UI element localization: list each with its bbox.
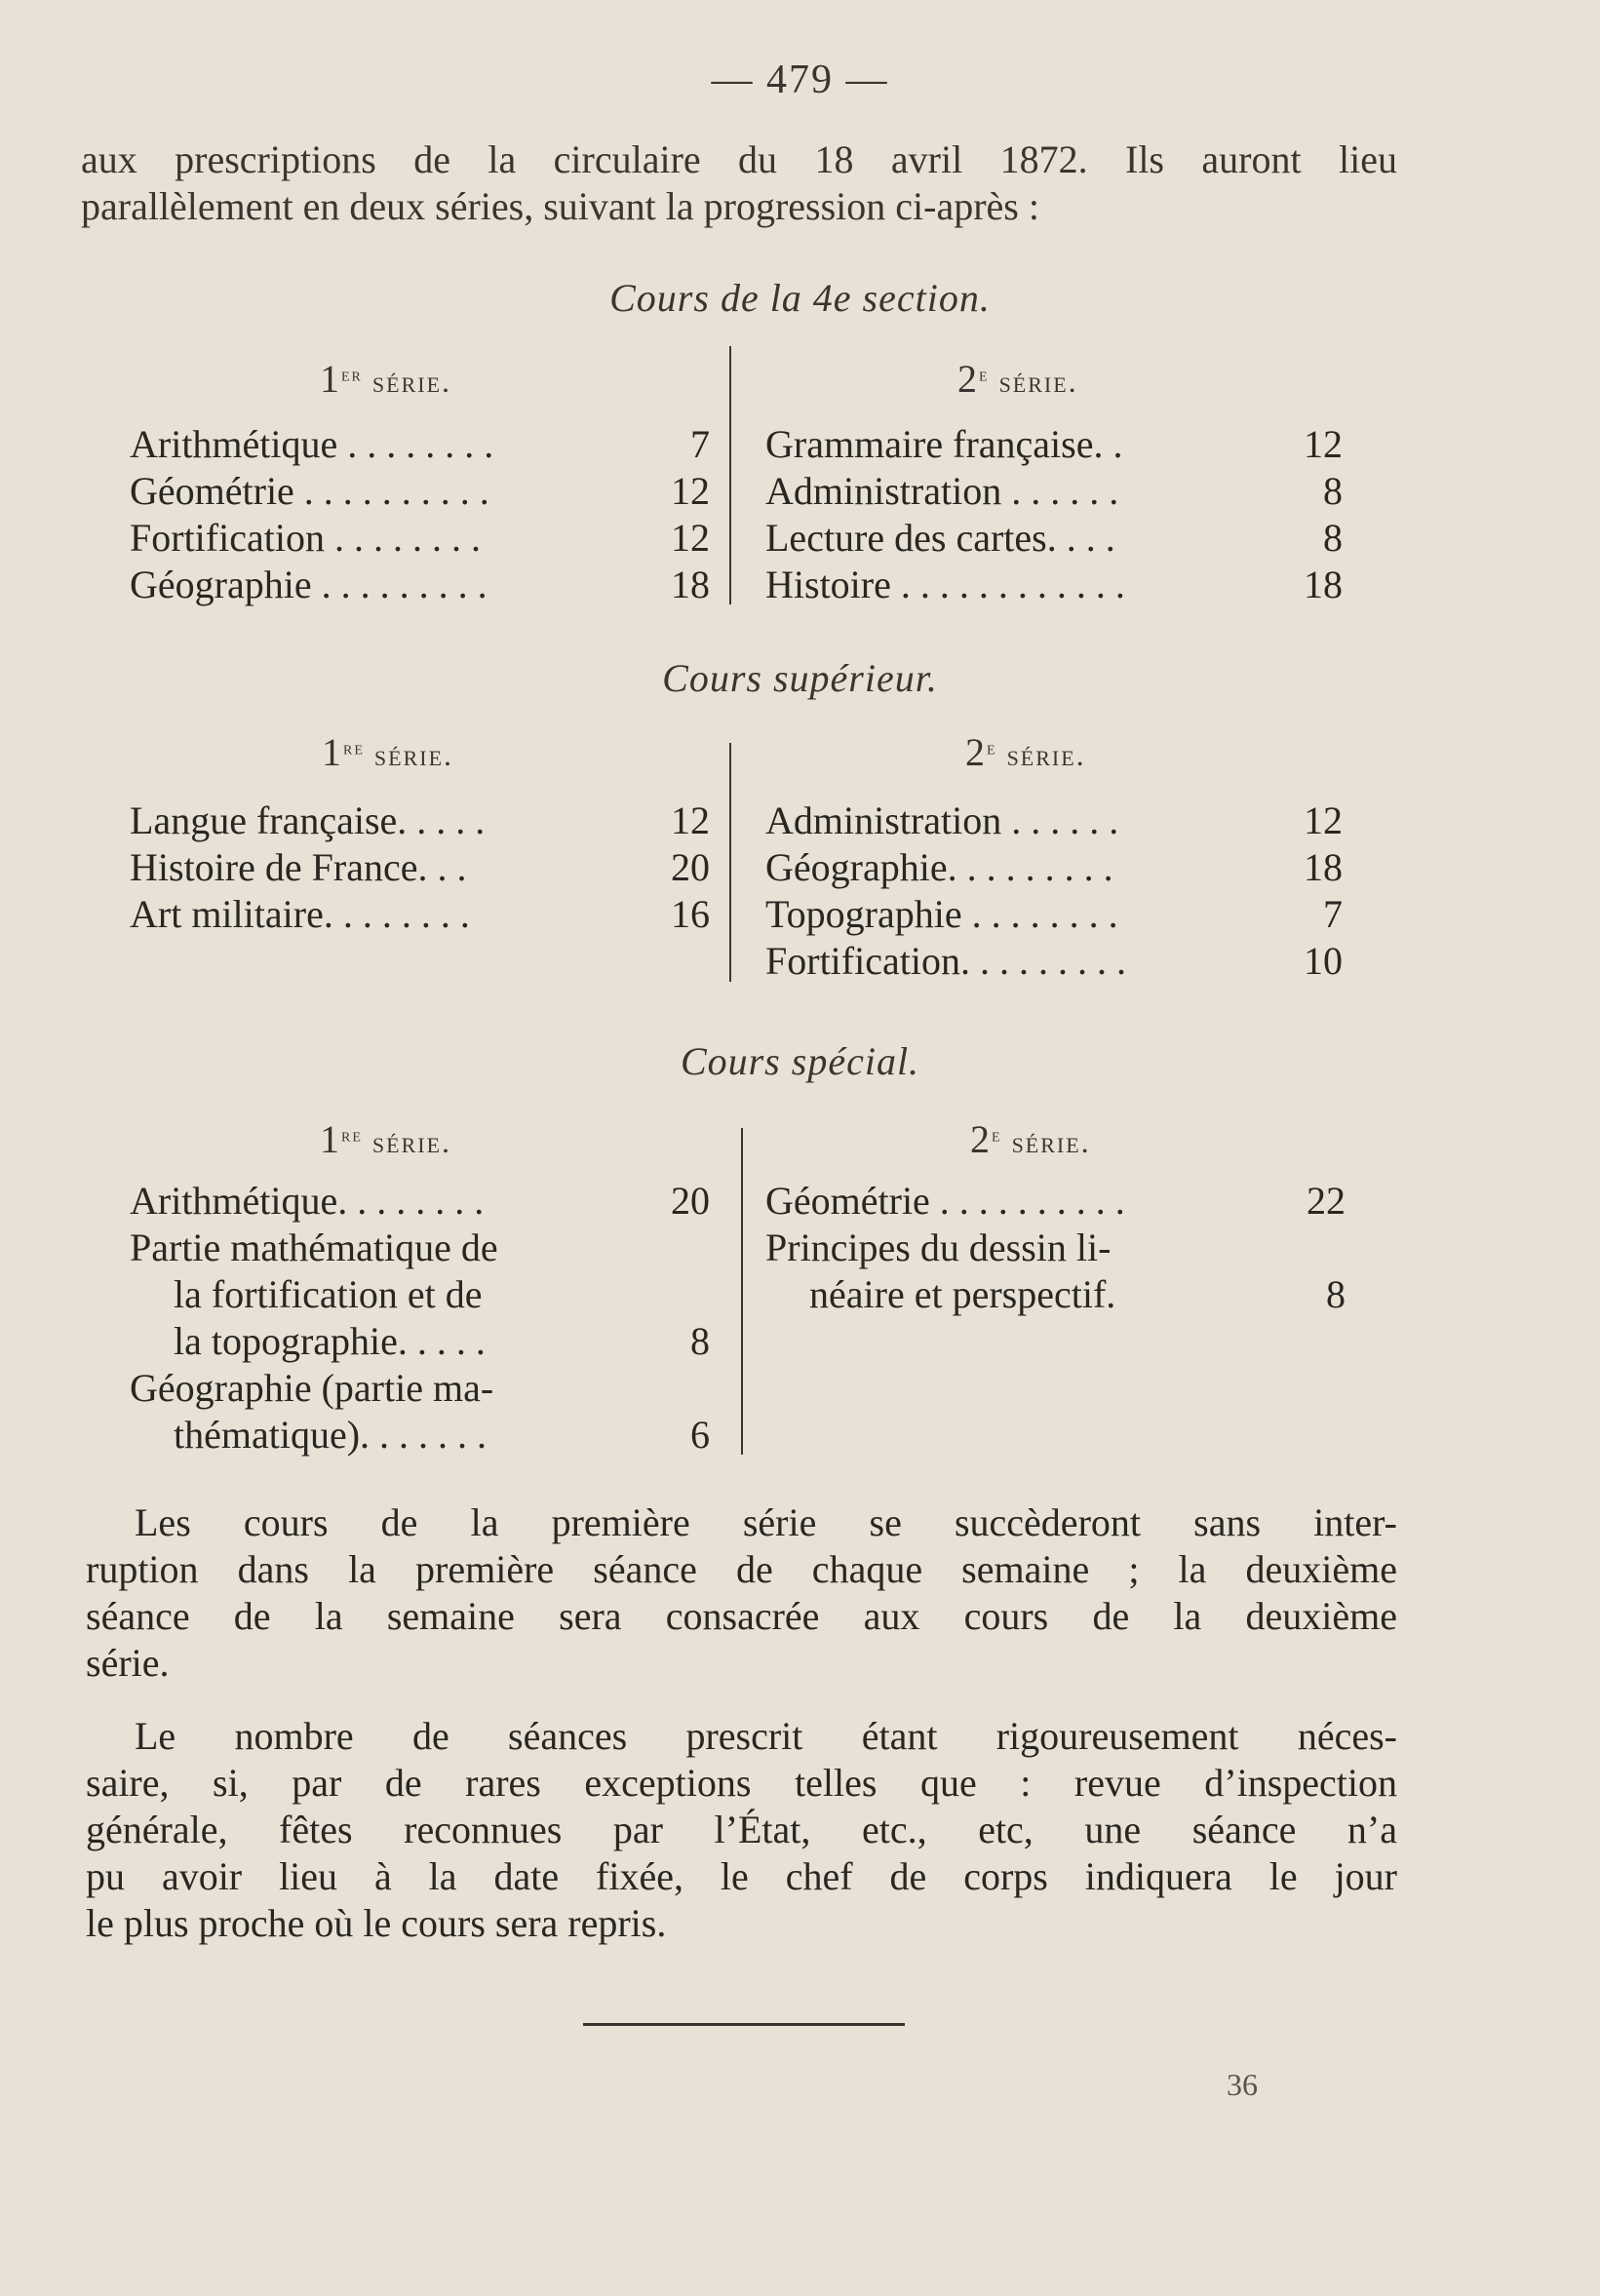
table-row: Administration . . . . . . 12 xyxy=(765,798,1343,842)
table-row: Géométrie . . . . . . . . . . 12 xyxy=(130,469,710,513)
intro-paragraph xyxy=(81,136,1397,230)
text-line: le plus proche où le cours sera repris. xyxy=(86,1901,667,1945)
signature-mark: 36 xyxy=(1227,2067,1258,2102)
text-line: Le nombre de séances prescrit étant rigoureusement néces- xyxy=(135,1714,1397,1758)
table-row: Géographie. . . . . . . . . 18 xyxy=(765,845,1343,889)
text-line: générale, fêtes reconnues par l’État, etc., etc, une séance n’a xyxy=(86,1808,1397,1851)
section-title-superieur xyxy=(0,655,1600,701)
table-row: la fortification et de xyxy=(174,1272,483,1316)
table-row: Histoire . . . . . . . . . . . . 18 xyxy=(765,563,1343,606)
table-row: Géographie . . . . . . . . . 18 xyxy=(130,563,710,606)
text-line: pu avoir lieu à la date fixée, le chef de corps indiquera le jour xyxy=(86,1854,1397,1898)
column-divider xyxy=(741,1128,743,1455)
section-title-text: Cours de la 4e section. xyxy=(609,276,991,320)
table-row: Géographie (partie ma- xyxy=(130,1366,494,1410)
table-row: Langue française. . . . . 12 xyxy=(130,798,710,842)
text-line: Les cours de la première série se succèderont sans inter- xyxy=(135,1500,1397,1544)
serie-heading-2: 2e série. xyxy=(970,1117,1091,1161)
text-line: saire, si, par de rares exceptions telles que : revue d’inspection xyxy=(86,1761,1397,1805)
left-column xyxy=(130,421,710,608)
serie-heading-1: 1re série. xyxy=(322,730,454,774)
section-title-special xyxy=(0,1038,1600,1084)
left-column xyxy=(130,798,710,938)
right-column xyxy=(765,798,1343,985)
serie-heading-2: 2e série. xyxy=(957,357,1078,401)
text-line: ruption dans la première séance de chaque semaine ; la deuxième xyxy=(86,1547,1397,1591)
table-row: la topographie. . . . . 8 xyxy=(174,1319,710,1363)
section-title-text: Cours spécial. xyxy=(680,1039,920,1083)
table-row: Géométrie . . . . . . . . . . 22 xyxy=(765,1179,1346,1223)
table-row: Grammaire française. . 12 xyxy=(765,422,1343,466)
table-row: Fortification. . . . . . . . . 10 xyxy=(765,939,1343,983)
page-number: — 479 — xyxy=(711,58,889,102)
text-line: séance de la semaine sera consacrée aux cours de la deuxième xyxy=(86,1594,1397,1638)
table-row: Partie mathématique de xyxy=(130,1226,498,1269)
text-line: aux prescriptions de la circulaire du 18 avril 1872. Ils auront lieu xyxy=(81,137,1397,181)
right-column xyxy=(765,421,1343,608)
end-rule xyxy=(583,2023,905,2026)
table-row: néaire et perspectif. 8 xyxy=(809,1272,1346,1316)
table-row: Fortification . . . . . . . . 12 xyxy=(130,516,710,560)
table-row: Histoire de France. . . 20 xyxy=(130,845,710,889)
column-divider xyxy=(729,346,731,604)
right-column xyxy=(765,1178,1346,1318)
table-row: thématique). . . . . . . 6 xyxy=(174,1413,710,1457)
left-column xyxy=(130,1178,710,1459)
table-row: Art militaire. . . . . . . . 16 xyxy=(130,892,710,936)
table-row: Lecture des cartes. . . . 8 xyxy=(765,516,1343,560)
text-line: parallèlement en deux séries, suivant la progression ci-après : xyxy=(81,184,1039,228)
table-row: Topographie . . . . . . . . 7 xyxy=(765,892,1343,936)
text-line: série. xyxy=(86,1641,170,1685)
column-divider xyxy=(729,743,731,982)
table-row: Arithmétique. . . . . . . . 20 xyxy=(130,1179,710,1223)
serie-heading-1: 1re série. xyxy=(320,1117,452,1161)
section-title-4e-section xyxy=(0,275,1600,321)
section-title-text: Cours supérieur. xyxy=(662,656,938,700)
serie-heading-1: 1er série. xyxy=(320,357,452,401)
paragraph-series-order xyxy=(86,1499,1397,1687)
table-row: Administration . . . . . . 8 xyxy=(765,469,1343,513)
table-row: Arithmétique . . . . . . . . 7 xyxy=(130,422,710,466)
table-row: Principes du dessin li- xyxy=(765,1226,1112,1269)
serie-heading-2: 2e série. xyxy=(965,730,1086,774)
paragraph-sessions xyxy=(86,1713,1397,1947)
